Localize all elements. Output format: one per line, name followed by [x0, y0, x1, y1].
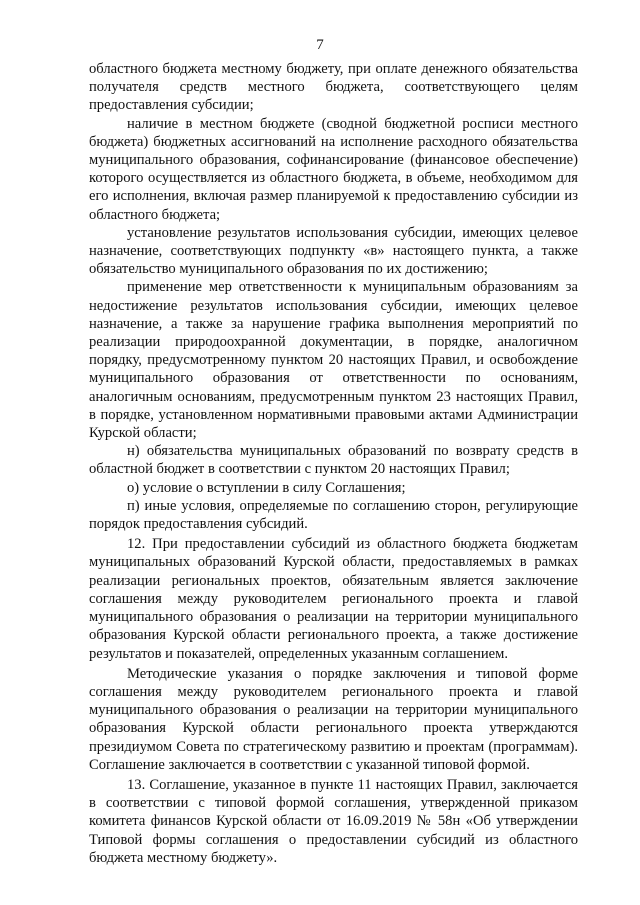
paragraph-item-n: н) обязательства муниципальных образований по возврату средств в областной бюджет в соответствии с пунктом 20 настоящих Правил; — [89, 443, 578, 478]
paragraph-continuation: областного бюджета местному бюджету, при оплате денежного обязательства получателя средств местного бюджета, соответствующего целям предоставления субсидии; — [89, 61, 578, 114]
paragraph-liability-measures: применение мер ответственности к муниципальным образованиям за недостижение результатов использования субсидии, имеющих целевое назначение, а также за нарушение графика выполнения мероприятий по реализации природоохранной документации, в порядке, аналогичном порядку, предусмотренному пунктом 20 настоящих Правил, и освобождение муниципального образования от ответственности по основаниям, аналогичным основаниям, предусмотренным пунктом 23 настоящих Правил, в порядке, установленном нормативными правовыми актами Администрации Курской области; — [89, 279, 578, 442]
paragraph-point-13: 13. Соглашение, указанное в пункте 11 настоящих Правил, заключается в соответствии с типовой формой соглашения, утвержденной приказом комитета финансов Курской области от 16.09.2019 № 58н «Об утверждении Типовой формы соглашения о предоставлении субсидий из областного бюджета местному бюджету». — [89, 776, 578, 866]
paragraph-item-o: о) условие о вступлении в силу Соглашения; — [127, 479, 406, 496]
page-number: 7 — [316, 37, 324, 53]
paragraph-point-12: 12. При предоставлении субсидий из областного бюджета бюджетам муниципальных образований Курской области, предоставляемых в рамках реализации региональных проектов, обязательным является заключение соглашения между руководителем регионального проекта и главой муниципального образования о реализации на территории муниципального образования Курской области регионального проекта, а также достижение результатов и показателей, определенных указанным соглашением. — [89, 536, 578, 662]
paragraph-methodical-guidance: Методические указания о порядке заключения и типовой форме соглашения между руководителем регионального проекта и главой муниципального образования о реализации на территории муниципального образования Курской области регионального проекта утверждаются президиумом Совета по стратегическому развитию и проектам (программам). Соглашение заключается в соответствии с указанной типовой формой. — [89, 665, 578, 773]
document-body — [89, 60, 578, 867]
paragraph-results-establishment: установление результатов использования субсидии, имеющих целевое назначение, соответствующих подпункту «в» настоящего пункта, а также обязательство муниципального образования по их достижению; — [89, 224, 578, 278]
paragraph-item-p: п) иные условия, определяемые по соглашению сторон, регулирующие порядок предоставления субсидий. — [89, 497, 578, 533]
paragraph-budget-availability: наличие в местном бюджете (сводной бюджетной росписи местного бюджета) бюджетных ассигнований на исполнение расходного обязательства муниципального образования, софинансирование (финансовое обеспечение) которого осуществляется из областного бюджета, в объеме, необходимом для его исполнения, включая размер планируемой к предоставлению субсидии из областного бюджета; — [89, 115, 578, 223]
